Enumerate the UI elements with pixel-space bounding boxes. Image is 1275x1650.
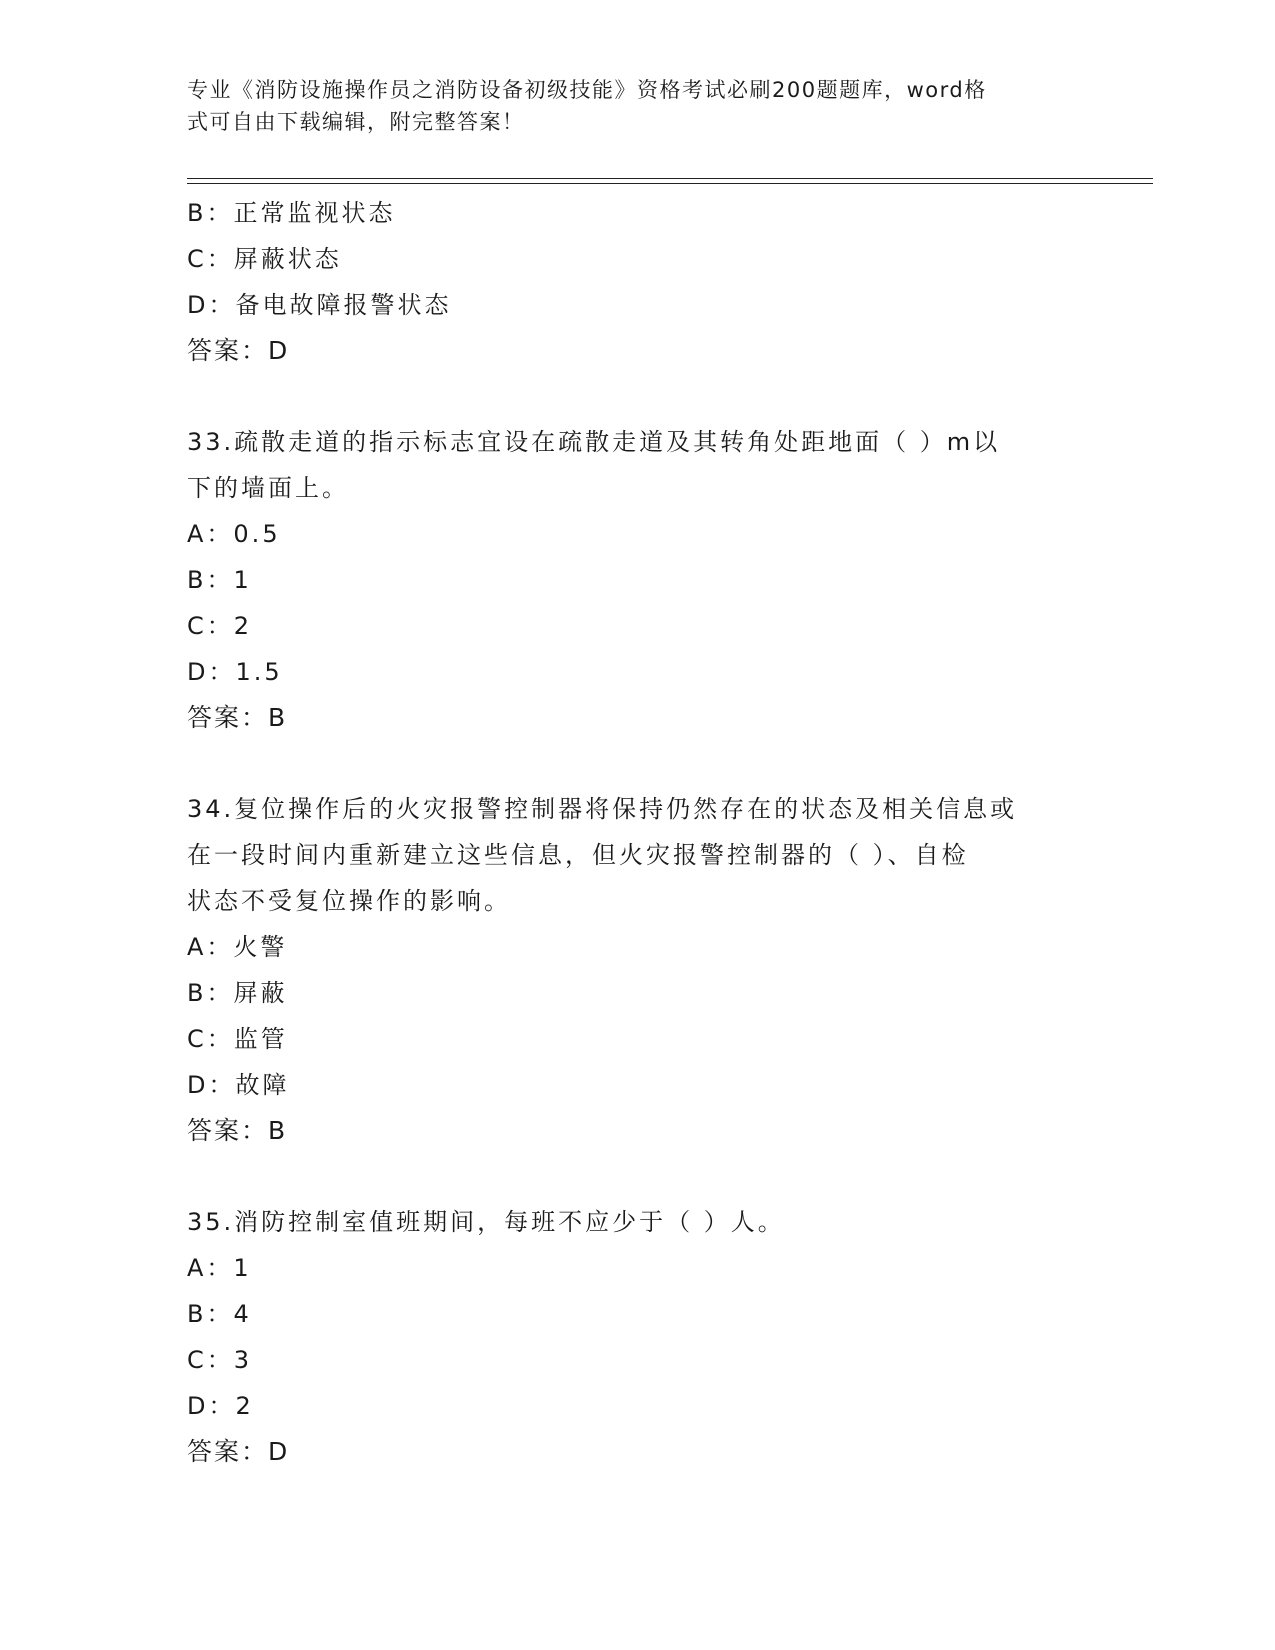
- answer: 答案：B: [187, 703, 288, 732]
- option-c: C：2: [187, 612, 253, 640]
- question-34: [187, 786, 1087, 1154]
- option-d: D：2: [187, 1392, 254, 1420]
- header-divider-bottom: [187, 183, 1153, 184]
- question-stem-line: 33.疏散走道的指示标志宜设在疏散走道及其转角处距地面（ ）m以: [187, 428, 1001, 456]
- spacer: [187, 741, 1087, 786]
- option-a: A：火警: [187, 933, 288, 961]
- answer: 答案：D: [187, 1437, 290, 1466]
- question-stem-line: 34.复位操作后的火灾报警控制器将保持仍然存在的状态及相关信息或: [187, 795, 1018, 823]
- question-stem-line: 35.消防控制室值班期间，每班不应少于（ ）人。: [187, 1208, 785, 1236]
- option-d: D：故障: [187, 1071, 290, 1099]
- question-32: [187, 190, 1087, 374]
- option-b: B：正常监视状态: [187, 199, 396, 227]
- option-b: B：1: [187, 566, 252, 594]
- option-c: C：屏蔽状态: [187, 245, 342, 273]
- question-stem-line: 在一段时间内重新建立这些信息，但火灾报警控制器的（ ）、自检: [187, 841, 969, 869]
- spacer: [187, 1154, 1087, 1199]
- answer: 答案：D: [187, 336, 290, 365]
- question-stem-line: 下的墙面上。: [187, 474, 349, 502]
- option-a: A：1: [187, 1254, 252, 1282]
- header-line-2: 式可自由下载编辑，附完整答案！: [187, 110, 525, 134]
- question-list: [187, 190, 1087, 1475]
- option-b: B：屏蔽: [187, 979, 288, 1007]
- question-33: [187, 419, 1087, 741]
- option-d: D：1.5: [187, 658, 283, 686]
- header-divider-top: [187, 178, 1153, 179]
- option-c: C：监管: [187, 1025, 288, 1053]
- option-a: A：0.5: [187, 520, 281, 548]
- header-line-1: 专业《消防设施操作员之消防设备初级技能》资格考试必刷200题题库，word格: [187, 78, 987, 102]
- document-header: [187, 74, 1067, 138]
- spacer: [187, 374, 1087, 419]
- question-stem-line: 状态不受复位操作的影响。: [187, 887, 511, 915]
- question-35: [187, 1199, 1087, 1475]
- option-b: B：4: [187, 1300, 252, 1328]
- option-d: D：备电故障报警状态: [187, 291, 452, 319]
- option-c: C：3: [187, 1346, 253, 1374]
- answer: 答案：B: [187, 1116, 288, 1145]
